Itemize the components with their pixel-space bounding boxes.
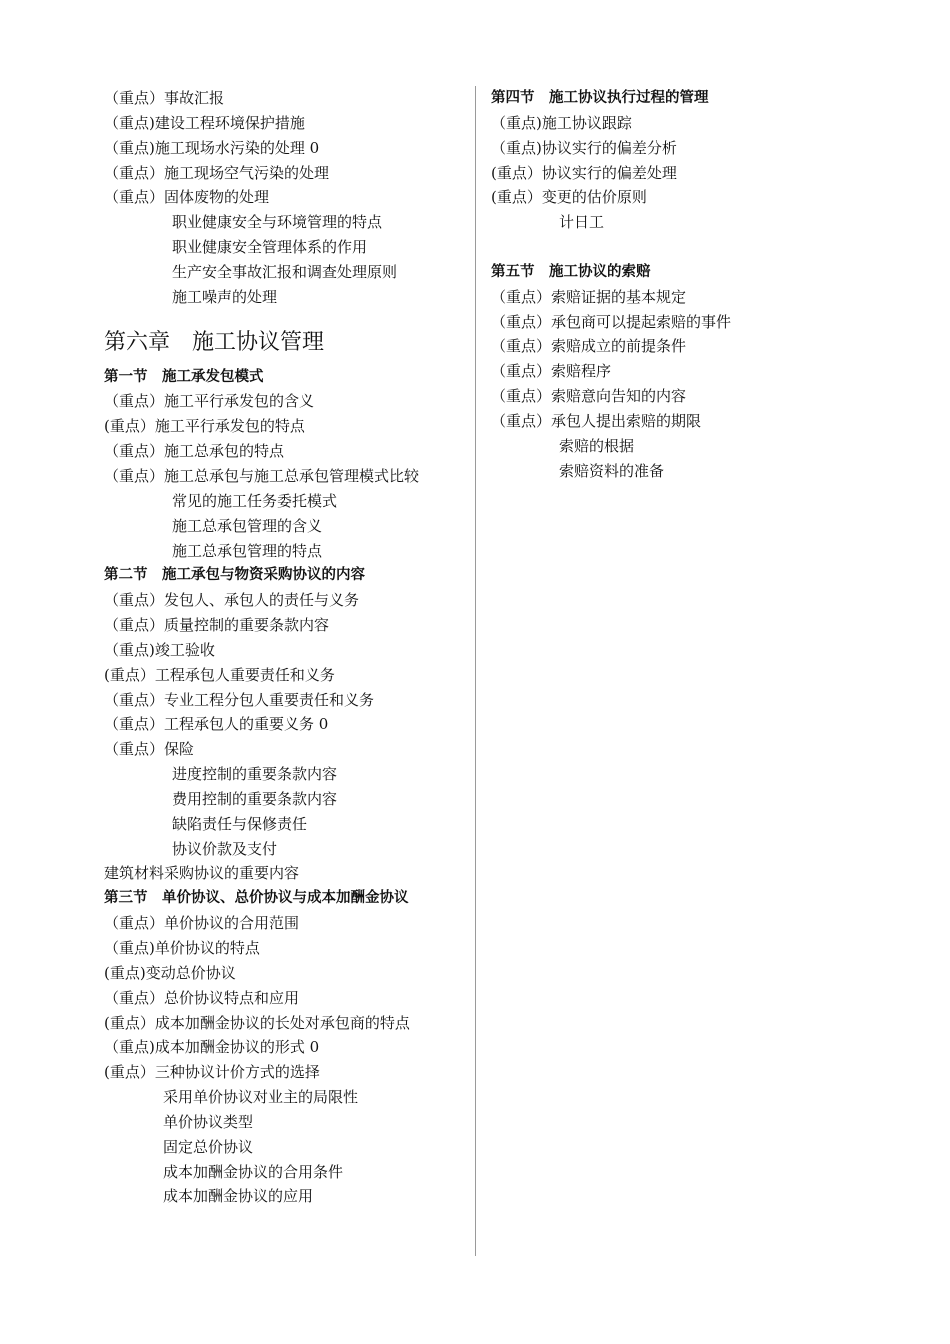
outline-item: (重点）施工平行承发包的特点 [104, 417, 305, 436]
outline-subitem: 施工噪声的处理 [172, 287, 278, 306]
outline-item: （重点）索赔证据的基本规定 [491, 287, 687, 306]
outline-subitem: 生产安全事故汇报和调查处理原则 [172, 262, 398, 281]
outline-subitem: 成本加酬金协议的应用 [163, 1187, 314, 1206]
outline-item: （重点）施工平行承发包的含义 [104, 392, 315, 411]
outline-item: （重点）索赔成立的前提条件 [491, 337, 687, 356]
section-heading: 第五节 施工协议的索赔 [491, 263, 651, 280]
outline-item: （重点）工程承包人的重要义务 0 [104, 715, 329, 734]
outline-subitem: 单价协议类型 [163, 1112, 254, 1131]
section-heading: 第四节 施工协议执行过程的管理 [491, 90, 709, 106]
outline-item: （重点）索赔意向告知的内容 [491, 387, 687, 406]
outline-item: (重点)变动总价协议 [104, 963, 236, 982]
outline-subitem: 施工总承包管理的特点 [172, 541, 323, 560]
outline-item: （重点）事故汇报 [104, 89, 225, 107]
section-heading: 第二节 施工承包与物资采购协议的内容 [104, 567, 365, 584]
outline-subitem: 成本加酬金协议的合用条件 [163, 1162, 344, 1181]
outline-subitem: 计日工 [559, 213, 605, 232]
right-column [491, 86, 821, 484]
section-heading: 第一节 施工承发包模式 [104, 368, 264, 385]
outline-item: （重点)竣工验收 [104, 640, 215, 659]
column-divider [475, 86, 476, 1256]
outline-item: （重点)成本加酬金协议的形式 0 [104, 1038, 320, 1057]
outline-item: （重点）承包人提出索赔的期限 [491, 411, 702, 430]
outline-subitem: 施工总承包管理的含义 [172, 516, 323, 535]
outline-subitem: 索赔的根据 [559, 436, 635, 455]
outline-item: （重点）单价协议的合用范围 [104, 914, 300, 933]
blank-line [491, 235, 821, 260]
outline-subitem: 索赔资料的准备 [559, 461, 665, 480]
outline-item: （重点）索赔程序 [491, 362, 612, 381]
outline-item: (重点）三种协议计价方式的选择 [104, 1063, 320, 1082]
outline-item: （重点）发包人、承包人的责任与义务 [104, 591, 360, 610]
outline-item: （重点）总价协议特点和应用 [104, 988, 300, 1007]
outline-subitem: 进度控制的重要条款内容 [172, 765, 338, 784]
outline-subitem: 费用控制的重要条款内容 [172, 789, 338, 808]
outline-item: （重点）质量控制的重要条款内容 [104, 616, 330, 635]
outline-item: （重点)施工协议跟踪 [491, 113, 632, 132]
outline-item: （重点)建设工程环境保护措施 [104, 113, 305, 132]
outline-subitem: 缺陷责任与保修责任 [172, 814, 308, 833]
outline-item: (重点）工程承包人重要责任和义务 [104, 665, 335, 684]
chapter-heading: 第六章 施工协议管理 [104, 329, 325, 355]
outline-item: （重点）保险 [104, 740, 195, 759]
outline-item: 建筑材料采购协议的重要内容 [104, 864, 300, 883]
outline-subitem: 职业健康安全与环境管理的特点 [172, 213, 383, 232]
outline-item: （重点）施工总承包与施工总承包管理模式比较 [104, 466, 420, 485]
outline-subitem: 固定总价协议 [163, 1137, 254, 1156]
outline-item: (重点）协议实行的偏差处理 [491, 163, 677, 182]
outline-subitem: 常见的施工任务委托模式 [172, 491, 338, 510]
outline-item: （重点）固体废物的处理 [104, 188, 270, 207]
outline-item: (重点）变更的估价原则 [491, 188, 647, 207]
section-heading: 第三节 单价协议、总价协议与成本加酬金协议 [104, 890, 409, 907]
outline-item: （重点)协议实行的偏差分析 [491, 138, 677, 157]
outline-item: （重点)施工现场水污染的处理 0 [104, 138, 320, 157]
outline-item: （重点）施工现场空气污染的处理 [104, 163, 330, 182]
outline-item: （重点）施工总承包的特点 [104, 442, 285, 461]
outline-subitem: 职业健康安全管理体系的作用 [172, 238, 368, 257]
outline-item: （重点）专业工程分包人重要责任和义务 [104, 690, 375, 709]
left-column [104, 86, 468, 1209]
outline-item: (重点）成本加酬金协议的长处对承包商的特点 [104, 1013, 410, 1032]
outline-subitem: 采用单价协议对业主的局限性 [163, 1088, 359, 1107]
outline-subitem: 协议价款及支付 [172, 839, 278, 858]
outline-item: （重点)单价协议的特点 [104, 939, 260, 957]
outline-item: （重点）承包商可以提起索赔的事件 [491, 312, 732, 331]
